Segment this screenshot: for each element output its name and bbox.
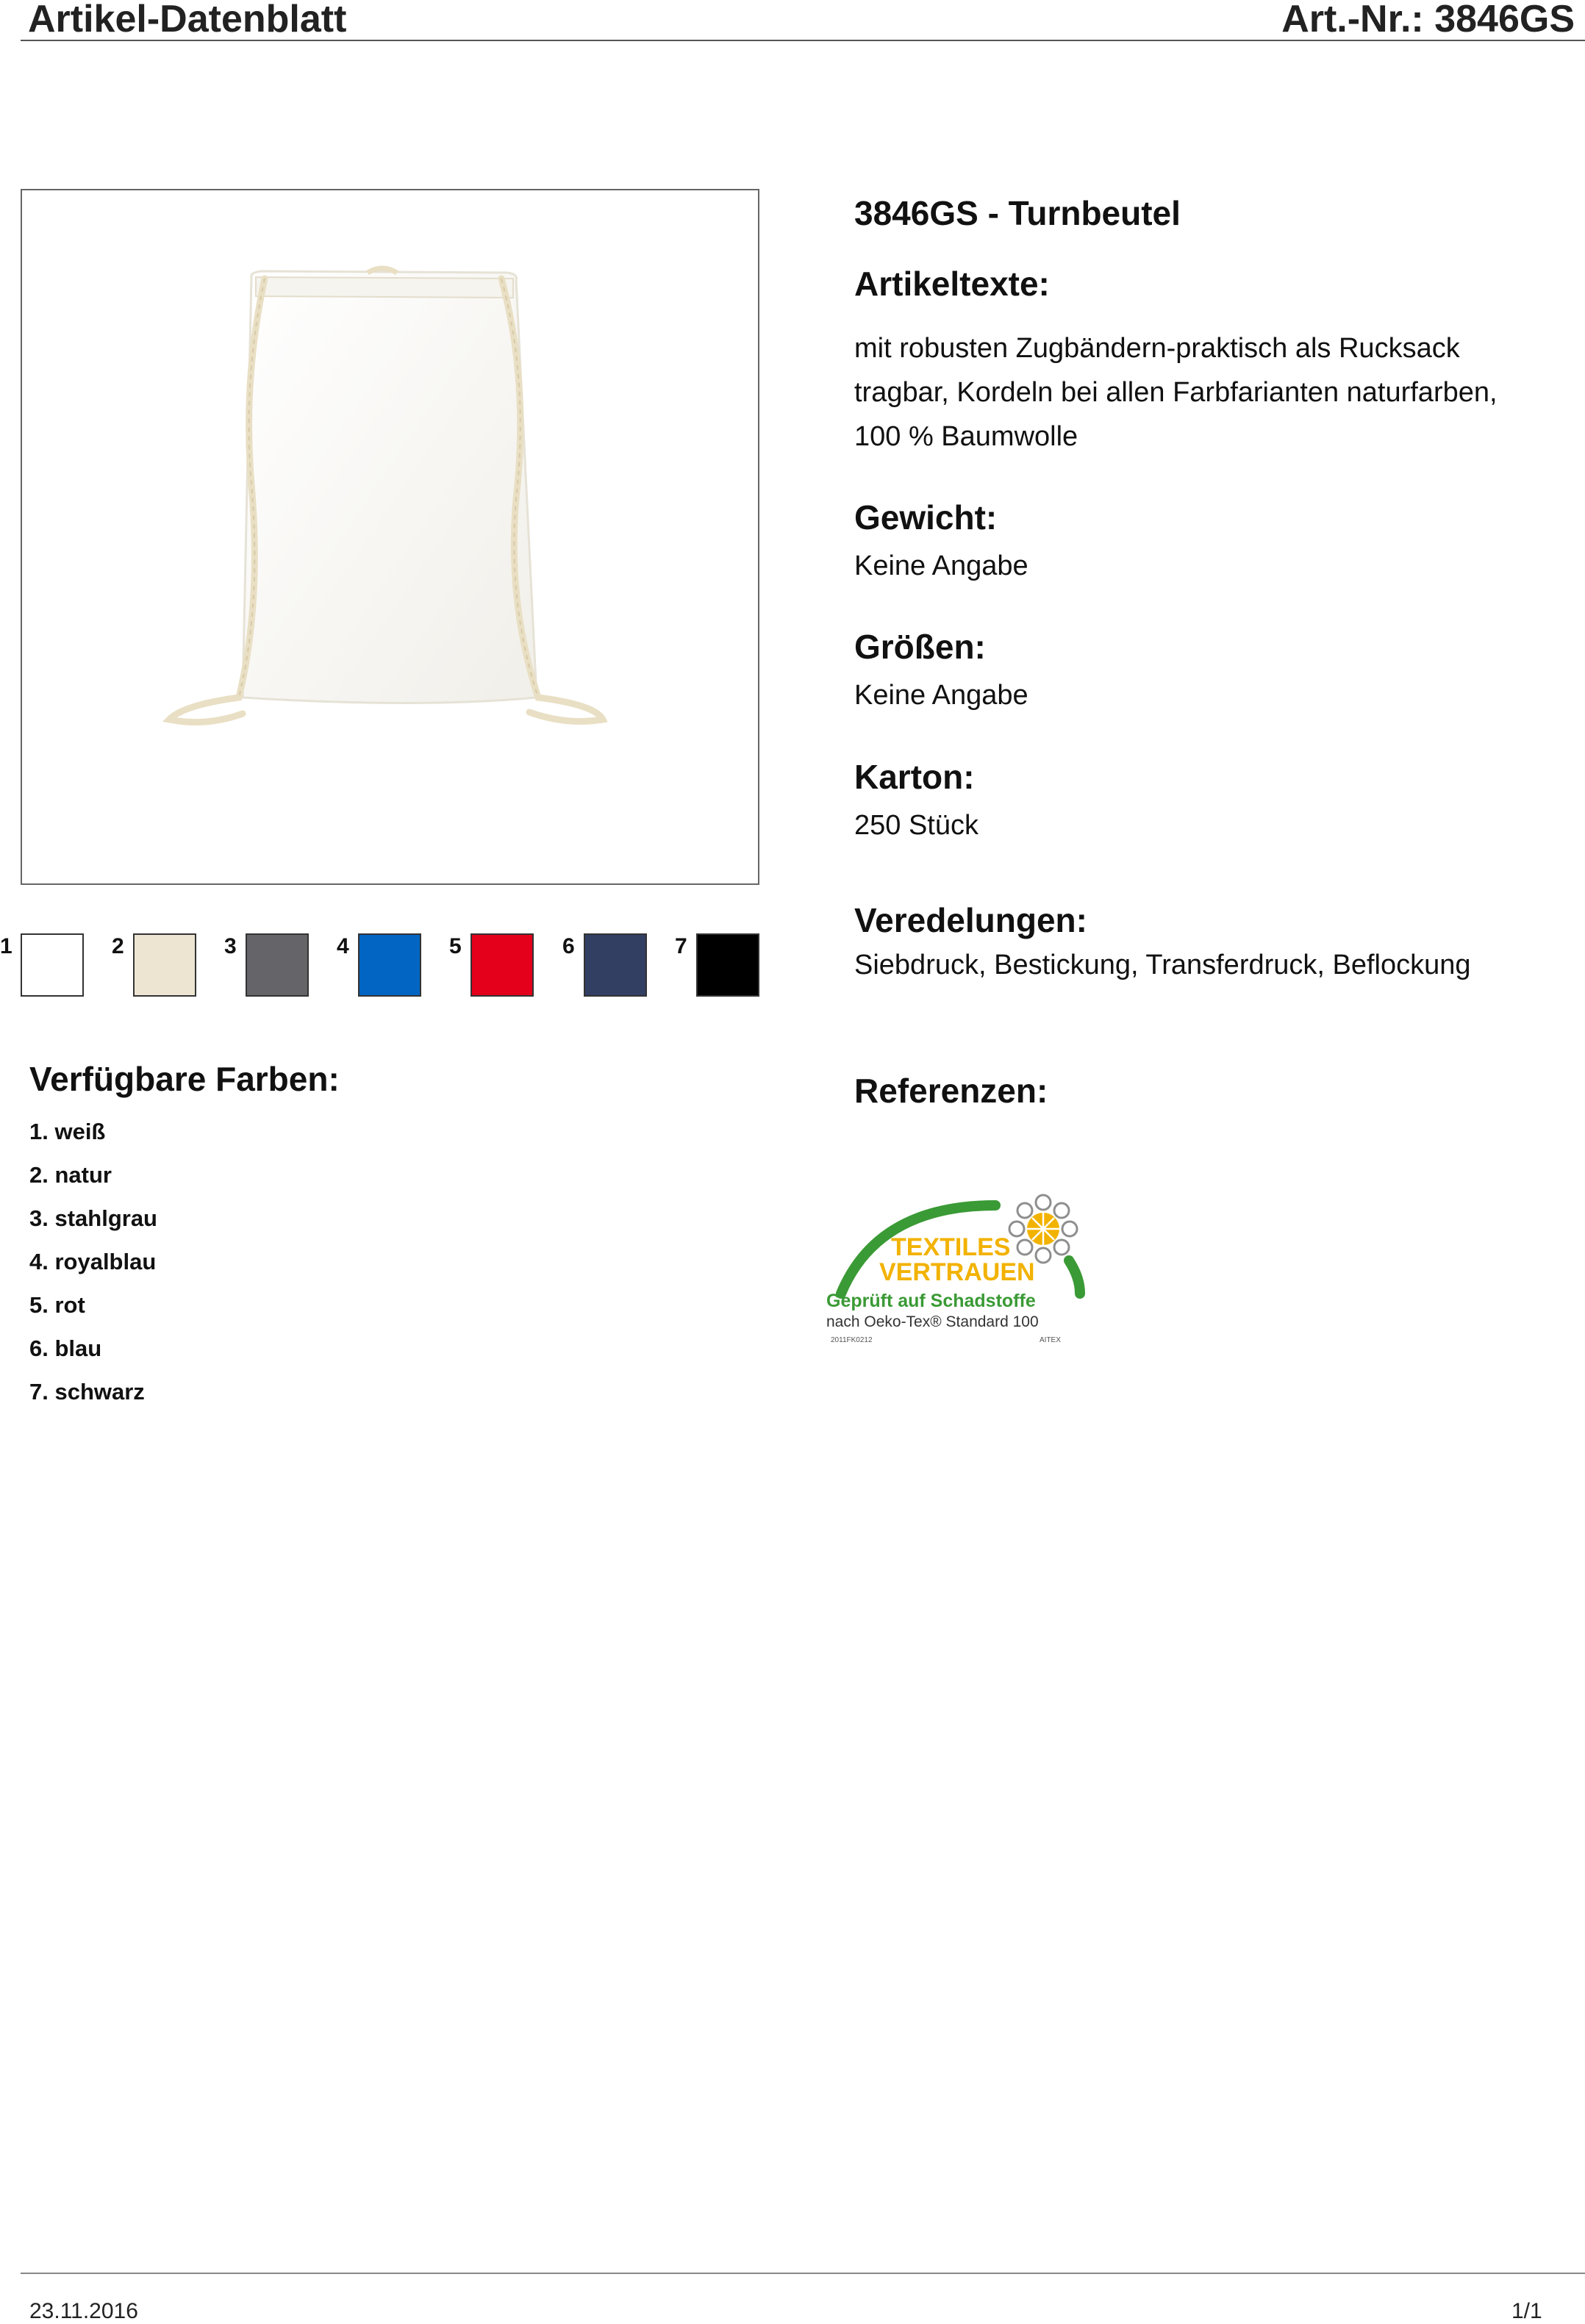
logo-line-3: Geprüft auf Schadstoffe — [826, 1291, 1036, 1311]
article-number: Art.-Nr.: 3846GS — [1281, 0, 1575, 40]
swatch-number: 2 — [112, 934, 124, 958]
swatch-number: 4 — [337, 934, 349, 958]
artikeltexte-heading: Artikeltexte: — [854, 265, 1050, 303]
sizes-heading: Größen: — [854, 628, 986, 666]
page-header — [21, 0, 1585, 41]
color-swatch — [358, 933, 421, 997]
flower-icon — [1009, 1195, 1077, 1263]
logo-line-4: nach Oeko-Tex® Standard 100 — [826, 1313, 1039, 1330]
list-item: 3. stahlgrau — [29, 1205, 157, 1231]
swatch-number: 5 — [449, 934, 462, 958]
article-description — [854, 326, 1575, 459]
drawstring-bag-icon — [22, 190, 758, 883]
page-number: 1/1 — [1511, 2299, 1542, 2323]
available-colors-list — [29, 1110, 157, 1413]
weight-value: Keine Angabe — [854, 550, 1028, 581]
swatch-number: 7 — [675, 934, 687, 958]
available-colors-heading: Verfügbare Farben: — [29, 1060, 340, 1098]
color-swatch — [696, 933, 759, 997]
description-line: mit robusten Zugbändern-praktisch als Rucksack — [854, 333, 1460, 364]
product-title: 3846GS - Turnbeutel — [854, 194, 1181, 232]
swatch-number: 3 — [224, 934, 237, 958]
list-item: 5. rot — [29, 1292, 85, 1318]
list-item: 6. blau — [29, 1335, 102, 1361]
list-item: 7. schwarz — [29, 1379, 145, 1405]
product-image — [21, 189, 759, 885]
color-swatch — [21, 933, 84, 997]
swatch-number: 6 — [562, 934, 575, 958]
footer-divider — [21, 2273, 1585, 2274]
swatch-number: 1 — [0, 934, 12, 958]
description-line: 100 % Baumwolle — [854, 421, 1078, 452]
color-swatch — [133, 933, 196, 997]
logo-code: 2011FK0212 — [831, 1336, 873, 1344]
references-heading: Referenzen: — [854, 1072, 1048, 1110]
logo-line-2: VERTRAUEN — [879, 1258, 1035, 1286]
color-swatch — [471, 933, 534, 997]
finishing-heading: Veredelungen: — [854, 901, 1087, 939]
list-item: 1. weiß — [29, 1119, 106, 1144]
carton-heading: Karton: — [854, 758, 975, 796]
carton-value: 250 Stück — [854, 810, 978, 841]
document-title: Artikel-Datenblatt — [28, 0, 347, 40]
description-line: tragbar, Kordeln bei allen Farbfarianten naturfarben, — [854, 377, 1498, 408]
logo-line-1: TEXTILES — [891, 1233, 1011, 1261]
list-item: 4. royalblau — [29, 1249, 157, 1274]
logo-org: AITEX — [1040, 1336, 1061, 1344]
list-item: 2. natur — [29, 1162, 112, 1188]
color-swatch — [246, 933, 309, 997]
sizes-value: Keine Angabe — [854, 680, 1028, 711]
finishing-value: Siebdruck, Bestickung, Transferdruck, Beflockung — [854, 950, 1471, 980]
certification-logo — [826, 1191, 1091, 1360]
oeko-tex-logo-icon — [826, 1191, 1091, 1363]
footer-date: 23.11.2016 — [29, 2299, 138, 2323]
weight-heading: Gewicht: — [854, 498, 998, 537]
color-swatch — [584, 933, 647, 997]
